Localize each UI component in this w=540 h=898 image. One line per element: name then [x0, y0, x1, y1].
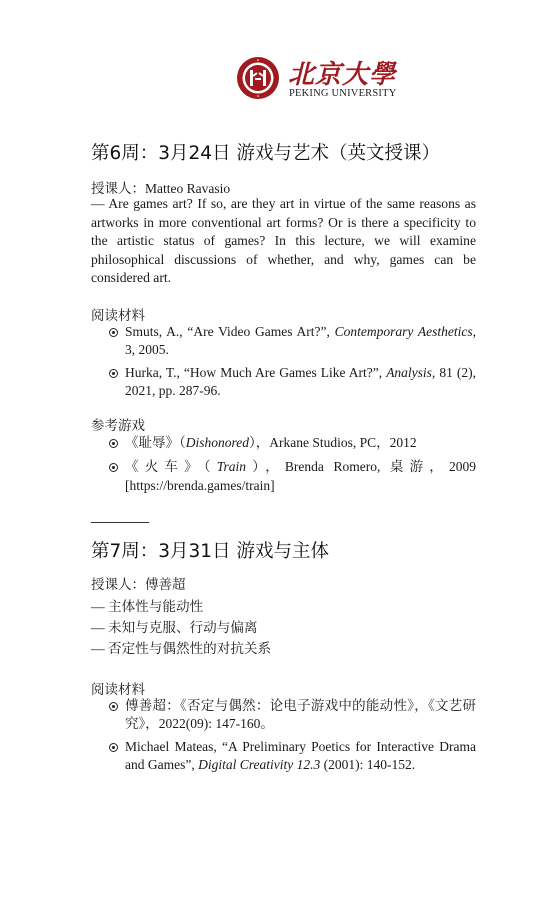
bullet-icon: [109, 702, 118, 711]
university-seal-icon: [236, 56, 280, 100]
week7-readings-list: [91, 697, 476, 775]
list-item: Smuts, A., “Are Video Games Art?”, Contemporary Aesthetics, 3, 2005.: [91, 323, 476, 360]
bullet-icon: [109, 463, 118, 472]
bullet-icon: [109, 369, 118, 378]
week7-topic: — 主体性与能动性: [91, 599, 204, 614]
week6-readings-list: [91, 323, 476, 401]
list-item: 《耻辱》（Dishonored），Arkane Studios, PC，2012: [91, 434, 476, 452]
university-name-en: PEKING UNIVERSITY: [289, 88, 397, 99]
list-item: 《火车》（Train），Brenda Romero, 桌游，2009 [https://brenda.games/train]: [91, 458, 476, 495]
list-item: 傅善超：《否定与偶然：论电子游戏中的能动性》，《文艺研究》，2022(09): 147-160。: [91, 697, 476, 734]
bullet-icon: [109, 328, 118, 337]
university-name-cn: 北京大學: [288, 60, 397, 90]
week6-games-list: [91, 434, 476, 495]
list-item: Hurka, T., “How Much Are Games Like Art?”, Analysis, 81 (2), 2021, pp. 287-96.: [91, 364, 476, 401]
week7-lecturer: 授课人：傅善超: [91, 577, 186, 592]
week6-readings-title: 阅读材料: [91, 308, 145, 323]
week6-games-title: 参考游戏: [91, 418, 145, 433]
peking-university-logo: [236, 56, 406, 104]
section-divider: [91, 522, 149, 523]
week7-readings-title: 阅读材料: [91, 682, 145, 697]
list-item: Michael Mateas, “A Preliminary Poetics for Interactive Drama and Games”, Digital Creativity 12.3 (2001): 140-152.: [91, 738, 476, 775]
week6-lecturer: 授课人：Matteo Ravasio: [91, 181, 231, 196]
week7-topic: — 未知与克服、行动与偏离: [91, 620, 258, 635]
bullet-icon: [109, 439, 118, 448]
bullet-icon: [109, 743, 118, 752]
week6-heading: 第6周：3月24日 游戏与艺术（英文授课）: [91, 143, 440, 164]
week6-description: — Are games art? If so, are they art in virtue of the same reasons as artworks in more conventional art forms? Or is there a specificity to the artistic status of games? In this lecture, we will examine philosophical discussions of whether, and why, games can be considered art.: [91, 196, 476, 286]
week7-topic: — 否定性与偶然性的对抗关系: [91, 641, 272, 656]
week7-heading: 第7周：3月31日 游戏与主体: [91, 541, 329, 562]
